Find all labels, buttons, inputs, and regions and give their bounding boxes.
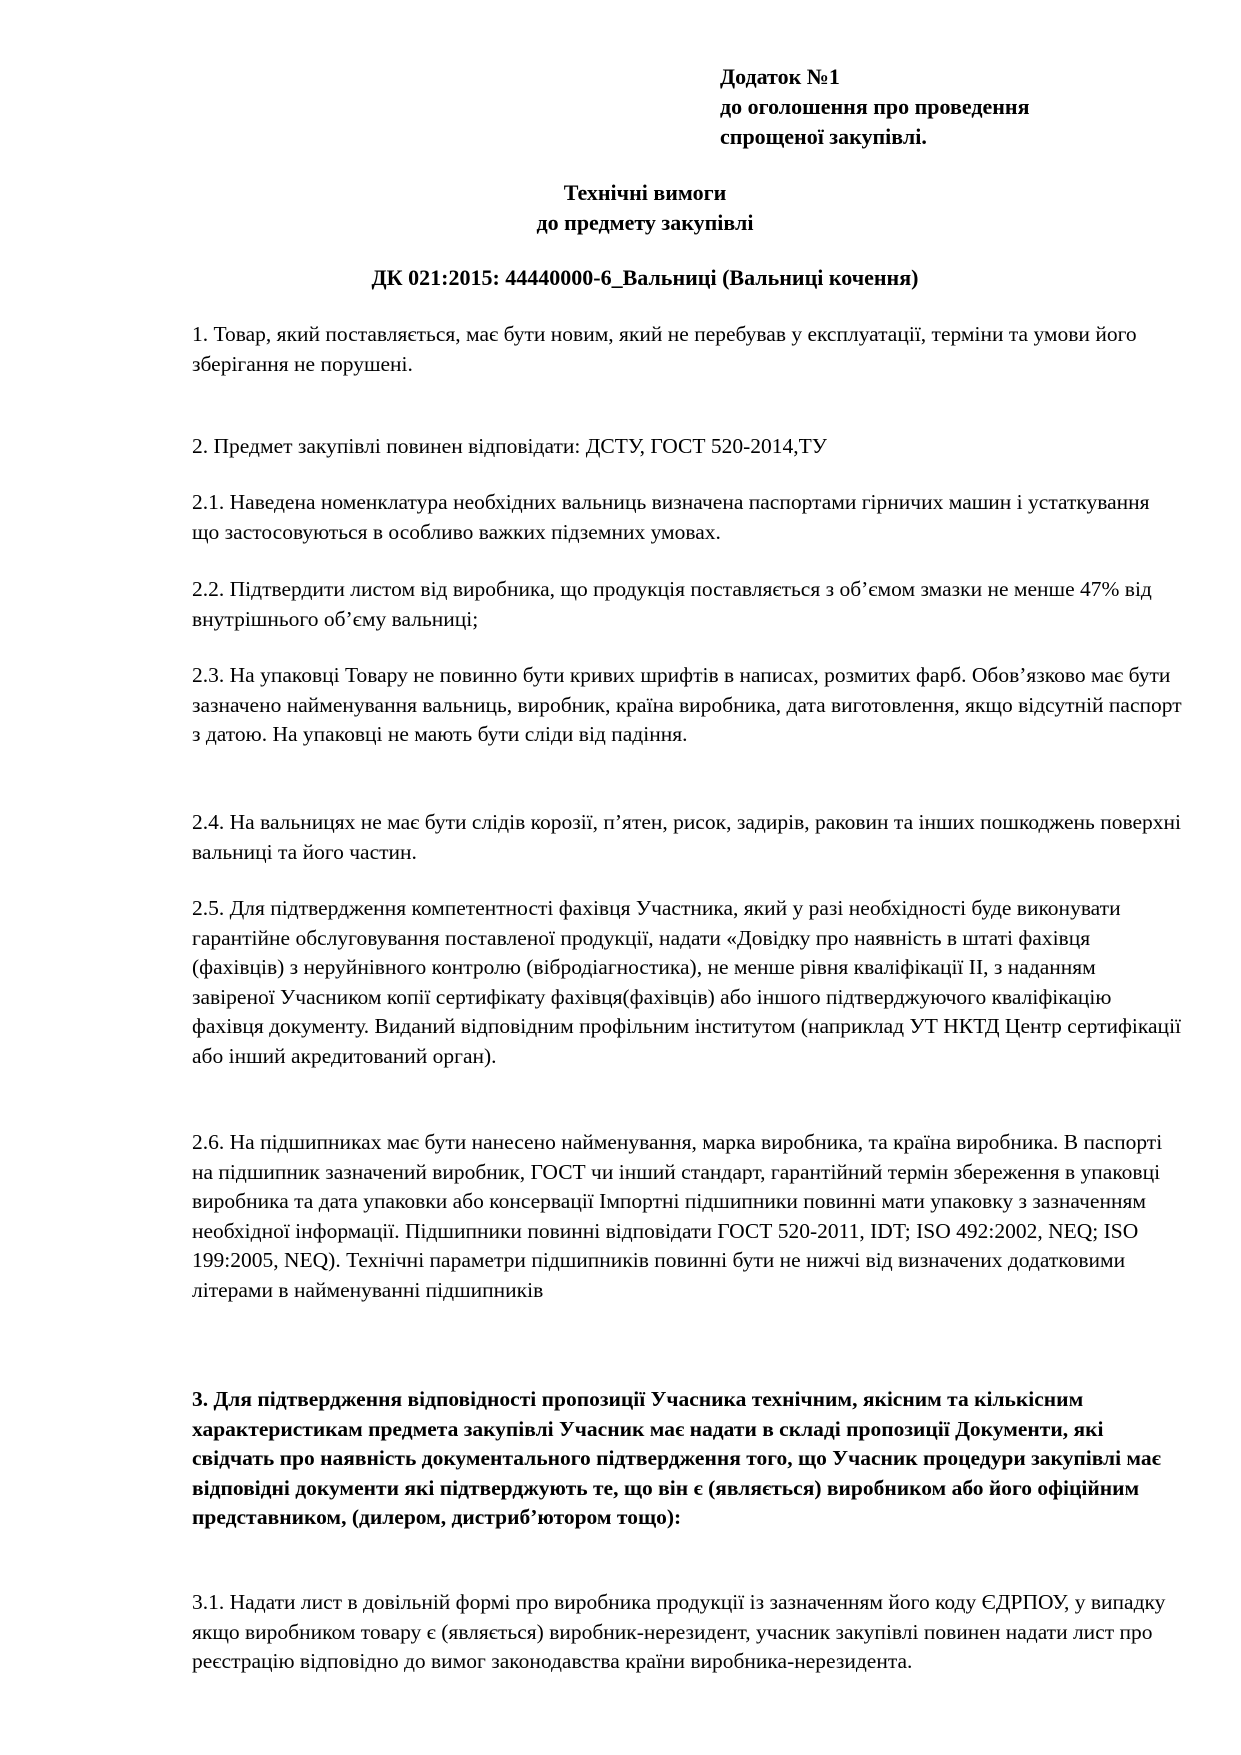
paragraph-2-2: 2.2. Підтвердити листом від виробника, що продукція поставляється з об’ємом змазки не менше 47% від внутрішнього об’єму вальниці; [192, 577, 1152, 631]
title-line-1: Технічні вимоги [563, 180, 727, 205]
paragraph-2-3: 2.3. На упаковці Товару не повинно бути кривих шрифтів в написах, розмитих фарб. Обов’язково має бути зазначено найменування вальниць, виробник, країна виробника, дата виготовлення, якщо відсутній паспорт з датою. На упаковці не мають бути сліди від падіння. [192, 663, 1182, 746]
paragraph-2-4: 2.4. На вальницях не має бути слідів корозії, п’ятен, рисок, задирів, раковин та інших пошкоджень поверхні вальниці та його частин. [192, 810, 1181, 864]
paragraph-2-6: 2.6. На підшипниках має бути нанесено найменування, марка виробника, та країна виробника. В паспорті на підшипник зазначений виробник, ГОСТ чи інший стандарт, гарантійний термін збереження в упаковці виробника та дата упаковки або консервації Імпортні підшипники повинні мати упаковку з зазначенням необхідної інформації. Підшипники повинні відповідати ГОСТ 520-2011, IDT; ISO 492:2002, NEQ; ISO 199:2005, NEQ). Технічні параметри підшипників повинні бути не нижчі від визначених додатковими літерами в найменуванні підшипників [192, 1130, 1163, 1302]
paragraph-3: 3. Для підтвердження відповідності пропозиції Учасника технічним, якісним та кількісним характеристикам предмета закупівлі Учасник має надати в складі пропозиції Документи, які свідчать про наявність документального підтвердження того, що Учасник процедури закупівлі має відповідні документи які підтверджують те, що він є (являється) виробником або його офіційним представником, (дилером, дистриб’ютором тощо): [192, 1387, 1161, 1529]
annex-line-2: до оголошення про проведення [720, 94, 1030, 119]
paragraph-2-5: 2.5. Для підтвердження компетентності фахівця Участника, який у разі необхідності буде виконувати гарантійне обслуговування поставленої продукції, надати «Довідку про наявність в штаті фахівця (фахівців) з неруйнівного контролю (вібродіагностика), не менше рівня кваліфікації ІІ, з наданням завіреної Учасником копії сертифікату фахівця(фахівців) або іншого підтверджуючого кваліфікацію фахівця документу. Виданий відповідним профільним інститутом (наприклад УТ НКТД Центр сертифікації або інший акредитований орган). [192, 896, 1182, 1068]
annex-number: Додаток №1 [720, 64, 840, 89]
annex-header [720, 62, 1030, 152]
classification-code-heading: ДК 021:2015: 44440000-6_Вальниці (Вальниці кочення) [371, 265, 919, 290]
paragraph-2: 2. Предмет закупівлі повинен відповідати: ДСТУ, ГОСТ 520-2014,ТУ [192, 434, 827, 458]
document-title [0, 178, 1241, 238]
title-line-2: до предмету закупівлі [536, 210, 754, 235]
annex-line-3: спрощеної закупівлі. [720, 124, 927, 149]
paragraph-2-1: 2.1. Наведена номенклатура необхідних вальниць визначена паспортами гірничих машин і устаткування що застосовуються в особливо важких підземних умовах. [192, 490, 1150, 544]
paragraph-1: 1. Товар, який поставляється, має бути новим, який не перебував у експлуатації, терміни та умови його зберігання не порушені. [192, 322, 1137, 376]
paragraph-3-1: 3.1. Надати лист в довільній формі про виробника продукції із зазначенням його коду ЄДРПОУ, у випадку якщо виробником товару є (являється) виробник-нерезидент, учасник закупівлі повинен надати лист про реєстрацію відповідно до вимог законодавства країни виробника-нерезидента. [192, 1590, 1166, 1673]
